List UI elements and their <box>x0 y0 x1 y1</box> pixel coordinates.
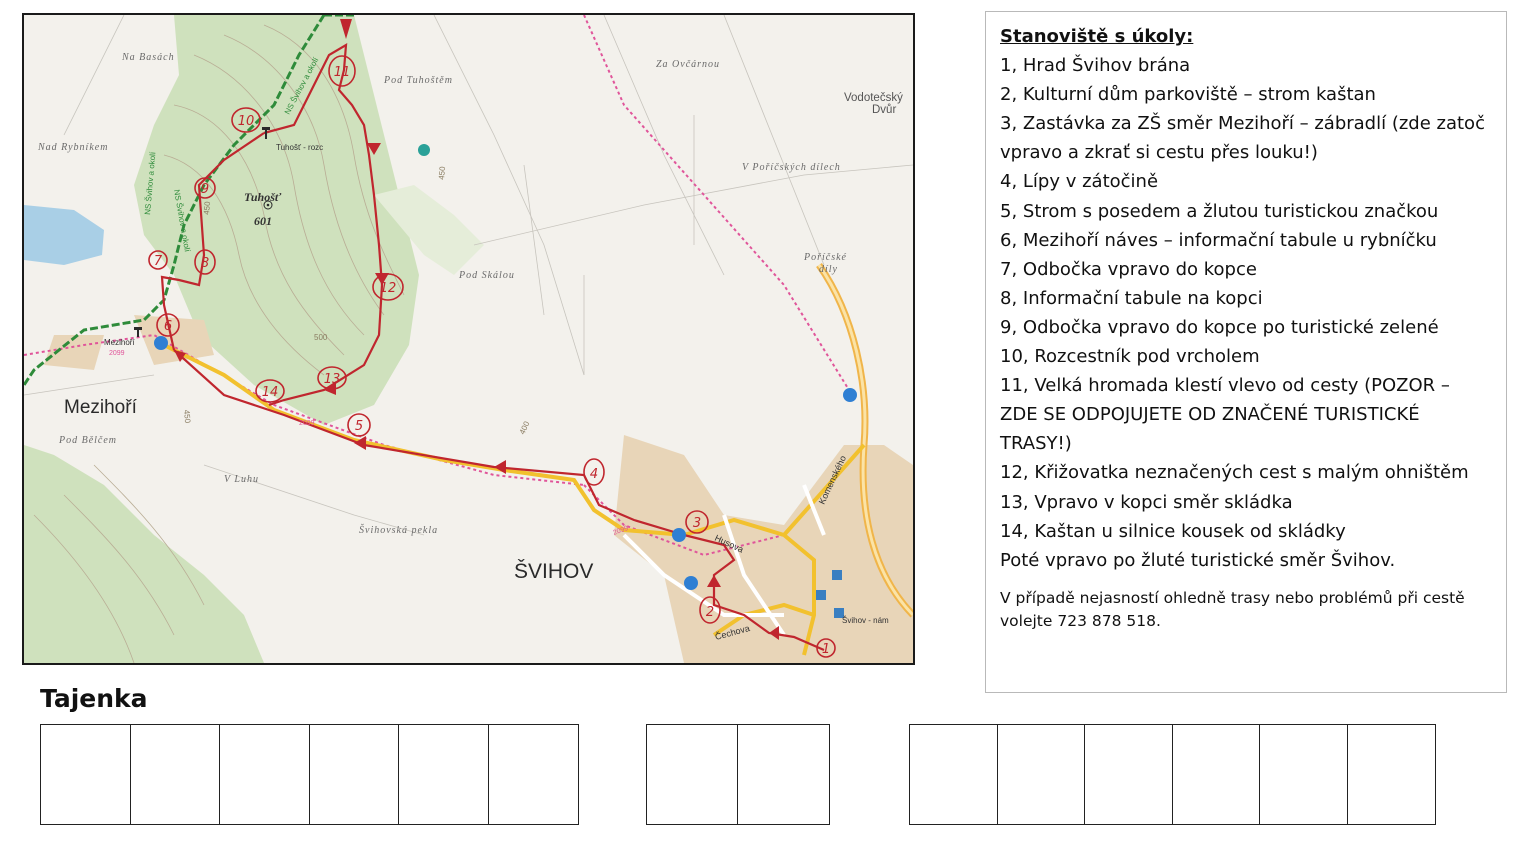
instruction-item: 10, Rozcestník pod vrcholem <box>1000 346 1260 368</box>
instructions-title: Stanoviště s úkoly: <box>1000 26 1194 47</box>
answer-group <box>909 724 1436 825</box>
contour-label: 450 <box>202 201 213 216</box>
viewpoint-icon <box>418 144 430 156</box>
contour-label: 500 <box>314 333 328 342</box>
peak-elevation: 601 <box>254 214 272 228</box>
instruction-item: 9, Odbočka vpravo do kopce po turistické zelené <box>1000 316 1439 338</box>
instruction-item: 3, Zastávka za ZŠ směr Mezihoří – zábradlí (zde zatoč vpravo a zkrať si cestu přes louku!) <box>1000 113 1485 164</box>
instruction-item: 6, Mezihoří náves – informační tabule u rybníčku <box>1000 229 1437 251</box>
peak-label: Tuhošť <box>244 190 282 204</box>
road-number: 2099 <box>612 524 630 537</box>
stop-marker[interactable] <box>584 459 604 485</box>
svg-text:8: 8 <box>200 256 210 271</box>
street-label: Husova <box>713 532 746 555</box>
instruction-item: 12, Křižovatka neznačených cest s malým ohništěm <box>1000 462 1469 484</box>
svg-text:4: 4 <box>589 467 599 482</box>
place-label: Pod Skálou <box>459 270 515 281</box>
instruction-item: 7, Odbočka vpravo do kopce <box>1000 258 1257 280</box>
place-label: díly <box>819 264 838 275</box>
instruction-item: 1, Hrad Švihov brána <box>1000 55 1191 77</box>
svg-text:5: 5 <box>354 419 364 434</box>
place-label: Za Ovčárnou <box>656 59 721 70</box>
street-label: Čechova <box>713 623 751 642</box>
road-number: 2099 <box>109 350 125 357</box>
contour-label: 450 <box>437 166 448 181</box>
answer-cell[interactable] <box>131 725 221 824</box>
place-label: Mezihoří <box>104 338 135 347</box>
contour-label: 450 <box>182 409 193 424</box>
place-label: Dvůr <box>872 104 897 116</box>
map-canvas <box>24 15 913 663</box>
route-map[interactable] <box>22 13 915 665</box>
place-label: Švihov - nám <box>842 616 889 625</box>
place-label: V Poříčských dílech <box>742 162 841 173</box>
svg-text:6: 6 <box>163 319 173 334</box>
instruction-item: 13, Vpravo v kopci směr skládka <box>1000 491 1293 513</box>
instructions-list <box>1000 51 1492 575</box>
instructions-panel <box>985 11 1507 693</box>
place-label: Tuhošť - rozc <box>276 143 324 152</box>
answer-cell[interactable] <box>489 725 579 824</box>
answer-cell[interactable] <box>1260 725 1348 824</box>
instruction-item: Poté vpravo po žluté turistické směr Švihov. <box>1000 549 1396 571</box>
stop-marker[interactable] <box>348 414 370 436</box>
place-label: V Luhu <box>224 474 259 485</box>
svg-text:1: 1 <box>821 642 831 657</box>
answer-cell[interactable] <box>738 725 829 824</box>
pond <box>24 205 104 265</box>
place-label: Pod Tuhoštěm <box>384 75 453 86</box>
svg-text:2: 2 <box>705 605 715 620</box>
street-label: Komenského <box>816 453 849 506</box>
answer-cell[interactable] <box>399 725 489 824</box>
place-label: Na Basách <box>122 52 175 63</box>
svg-text:14: 14 <box>261 385 279 400</box>
svg-text:3: 3 <box>692 516 702 531</box>
contact-note: V případě nejasností ohledně trasy nebo problémů při cestě volejte 723 878 518. <box>1000 588 1465 630</box>
trail-label: NS Švihov a okolí <box>143 151 158 216</box>
answer-cell[interactable] <box>220 725 310 824</box>
svg-text:13: 13 <box>323 372 341 387</box>
instruction-item: 14, Kaštan u silnice kousek od skládky <box>1000 520 1346 542</box>
svg-text:10: 10 <box>237 114 255 129</box>
answer-group <box>646 724 830 825</box>
answer-cell[interactable] <box>647 725 738 824</box>
answer-cell[interactable] <box>1348 725 1436 824</box>
answer-cell[interactable] <box>1085 725 1173 824</box>
instruction-item: 11, Velká hromada klestí vlevo od cesty (POZOR – ZDE SE ODPOJUJETE OD ZNAČENÉ TURISTICKÉ TRASY!) <box>1000 375 1450 455</box>
svg-text:7: 7 <box>153 254 163 269</box>
place-label: Švihovská pekla <box>359 525 439 536</box>
answer-cell[interactable] <box>41 725 131 824</box>
trail-label: NS Švihov a okolí <box>172 188 192 253</box>
trail-label: NS Švihov a okolí <box>282 55 321 116</box>
instruction-item: 8, Informační tabule na kopci <box>1000 287 1263 309</box>
svg-text:9: 9 <box>200 182 210 197</box>
contour-label: 400 <box>517 419 532 436</box>
answer-cell[interactable] <box>310 725 400 824</box>
place-label: Vodotečský <box>844 92 903 104</box>
answer-cell[interactable] <box>1173 725 1261 824</box>
answer-cell[interactable] <box>910 725 998 824</box>
place-label: Poříčské <box>804 252 847 263</box>
instruction-item: 4, Lípy v zátočině <box>1000 171 1159 193</box>
town-label-svihov: ŠVIHOV <box>514 560 594 583</box>
answer-cell[interactable] <box>998 725 1086 824</box>
svg-text:11: 11 <box>333 65 351 80</box>
tajenka-label: Tajenka <box>40 684 148 713</box>
place-label: Pod Bělčem <box>59 435 118 446</box>
instruction-item: 2, Kulturní dům parkoviště – strom kaštan <box>1000 84 1376 106</box>
instruction-item: 5, Strom s posedem a žlutou turistickou značkou <box>1000 200 1439 222</box>
answer-group <box>40 724 579 825</box>
cycle-paths <box>24 15 849 555</box>
svg-text:12: 12 <box>379 281 397 296</box>
place-label: Nad Rybníkem <box>38 142 109 153</box>
town-label-mezihori: Mezihoří <box>64 397 137 418</box>
road-number: 2099 <box>299 420 315 427</box>
